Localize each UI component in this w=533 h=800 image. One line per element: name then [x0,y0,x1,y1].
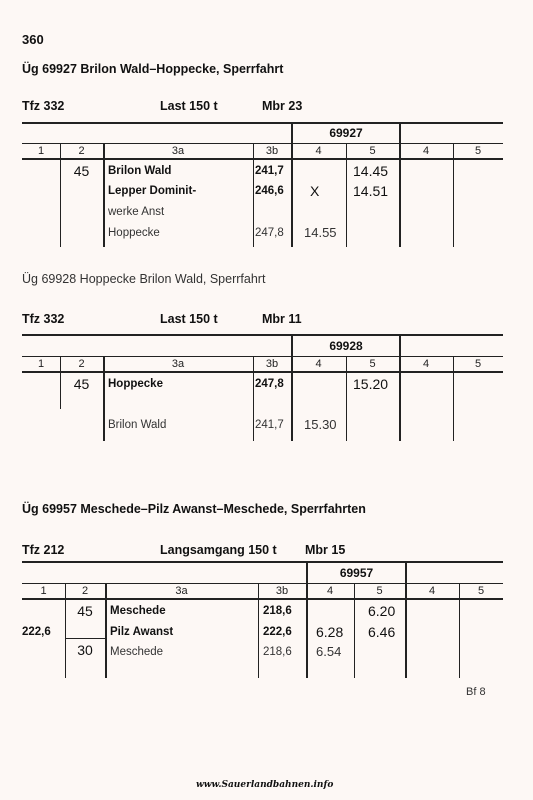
col-header-3b: 3b [275,585,289,597]
turnaround-kilometer: 222,6 [22,626,51,638]
station-name: Hoppecke [108,227,160,239]
station-name: Brilon Wald [108,419,167,431]
page-number: 360 [22,32,44,47]
col-header-2: 2 [78,145,85,157]
col-header-4-return: 4 [428,585,436,597]
train-number: 69928 [329,339,363,353]
col-header-4: 4 [315,145,322,157]
footer-url[interactable]: www.Sauerlandbahnen.info [196,780,334,790]
col-header-4: 4 [326,585,334,597]
col-header-5-return: 5 [474,358,482,370]
station-name: Pilz Awanst [110,626,174,638]
tfz-label: Tfz 332 [22,99,65,113]
station-name-cont: werke Anst [108,206,165,218]
station-name: Hoppecke [108,378,163,390]
load-label: Last 150 t [160,99,218,113]
tfz-label: Tfz 332 [22,312,65,326]
departure-time: 6.20 [368,603,396,619]
arrival-time: 6.54 [316,644,342,659]
col-header-2: 2 [81,585,89,597]
col-header-3a: 3a [171,145,185,157]
col-header-4-return: 4 [422,358,430,370]
load-label: Langsamgang 150 t [160,543,277,557]
load-label: Last 150 t [160,312,218,326]
col-header-2: 2 [78,358,85,370]
col-header-3a: 3a [175,585,188,597]
tfz-label: Tfz 212 [22,543,65,557]
train-number: 69957 [339,566,374,580]
departure-time: 6.46 [368,624,396,640]
section-title: Üg 69957 Meschede–Pilz Awanst–Meschede, Sperrfahrten [22,502,366,516]
kilometer: 247,8 [255,378,284,390]
arrival-time: 14.55 [304,225,337,240]
section-title: Üg 69928 Hoppecke Brilon Wald, Sperrfahrt [22,272,266,286]
departure-time: 15.20 [353,376,389,392]
departure-time: 14.45 [353,163,389,179]
page-code: Bf 8 [466,686,486,698]
col-header-5-return: 5 [474,145,482,157]
col-header-5: 5 [376,585,383,597]
brake-label: Mbr 23 [262,99,303,113]
kilometer: 241,7 [255,419,284,431]
section-title: Üg 69927 Brilon Wald–Hoppecke, Sperrfahrt [22,62,284,76]
col-header-1: 1 [40,585,47,597]
col-header-1: 1 [37,358,45,370]
col-header-1: 1 [37,145,45,157]
station-name: Brilon Wald [108,165,172,177]
kilometer: 241,7 [255,165,284,177]
pass-marker: X [310,183,320,199]
brake-label: Mbr 15 [305,543,346,557]
col-header-3b: 3b [265,358,279,370]
kilometer: 222,6 [263,626,292,638]
station-name: Meschede [110,605,166,617]
line-speed: 30 [77,642,93,658]
station-name: Meschede [110,646,164,658]
col-header-3b: 3b [265,145,279,157]
line-speed: 45 [77,603,93,619]
line-speed: 45 [73,163,90,179]
col-header-5: 5 [369,358,376,370]
line-speed: 45 [73,376,90,392]
kilometer: 218,6 [263,605,292,617]
arrival-time: 6.28 [316,624,344,640]
station-name: Lepper Dominit- [108,185,197,197]
col-header-5: 5 [369,145,376,157]
train-number: 69927 [329,126,363,140]
col-header-3a: 3a [171,358,185,370]
kilometer: 218,6 [263,646,292,658]
arrival-time: 15.30 [304,417,337,432]
col-header-4: 4 [315,358,322,370]
col-header-5-return: 5 [477,585,485,597]
kilometer: 247,8 [255,227,284,239]
brake-label: Mbr 11 [262,312,302,326]
col-header-4-return: 4 [422,145,430,157]
kilometer: 246,6 [255,185,284,197]
departure-time: 14.51 [353,183,389,199]
